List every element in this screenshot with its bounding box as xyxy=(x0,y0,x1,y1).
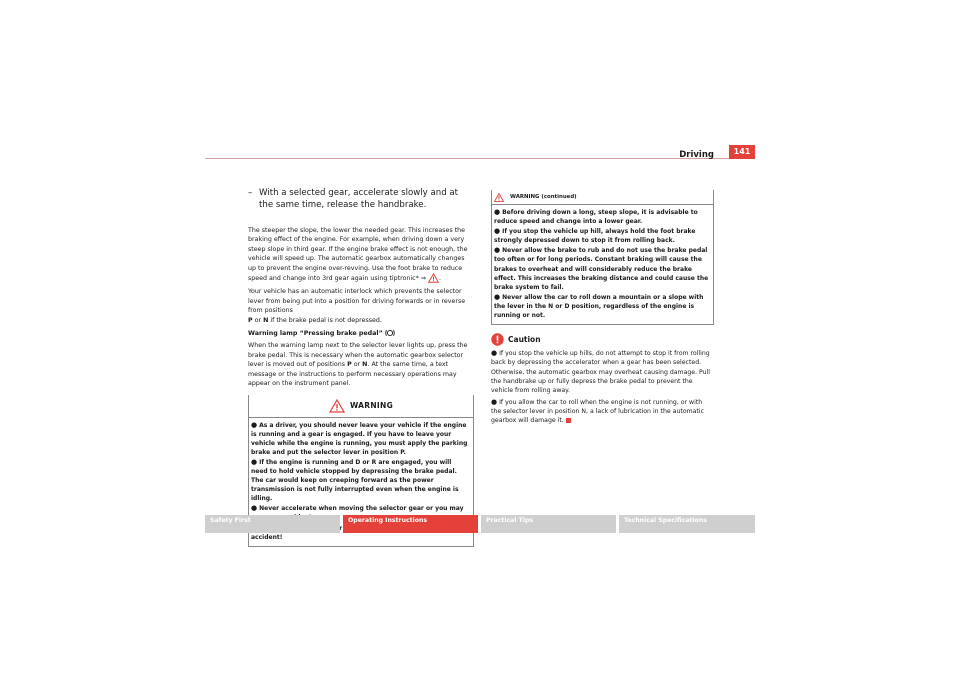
warning-item: ● Never allow the car to roll down a mountain or a slope with the lever in the N or D position, regardless of the engine is running or not. xyxy=(494,292,704,320)
paragraph-lamp-end: . At the same time, a text message or the instructions to perform necessary operations may appear on the instrument panel. xyxy=(248,361,457,388)
brake-pedal-lamp-icon xyxy=(385,329,395,337)
position-n-2: N xyxy=(362,361,368,369)
caution-item: ● If you stop the vehicle up hills, do not attempt to stop it from rolling back by depressing the accelerator when a gear has been selected. Otherwise, the automatic gearbox may overheat causing damage. Pull the handbrake up or fully depress the brake pedal to prevent the vehicle from rolling away. xyxy=(491,349,711,395)
position-p: P xyxy=(248,316,253,324)
warning-item-text: Never allow the car to roll down a mountain or a slope with the lever in the N or D position, regardless of the engine is running or not. xyxy=(494,293,704,320)
caution-item-text: If you stop the vehicle up hills, do not attempt to stop it from rolling back by depressing the accelerator when a gear has been selected. Otherwise, the automatic gearbox may overheat causing damage. Pull the handbrake up or fully depress the brake pedal to prevent the vehicle from rolling away. xyxy=(491,350,711,395)
warning-label: WARNING xyxy=(349,401,394,410)
warning-item-text: If you stop the vehicle up hill, always hold the foot brake strongly depressed down to stop it from rolling back. xyxy=(494,228,696,245)
position-n: N xyxy=(263,316,269,324)
warning-item: ● If the engine is running and D or R are engaged, you will need to hold vehicle stopped by depressing the brake pedal. The car would keep on creeping forward as the power transmission is not fully interrupted even when the engine is idling. xyxy=(251,457,459,503)
section-title: Driving xyxy=(679,150,714,160)
section-end-marker xyxy=(566,418,571,423)
paragraph-interlock-text: Your vehicle has an automatic interlock which prevents the selector lever from being put into a position for driving forwards or in reverse from positions xyxy=(248,288,466,315)
paragraph-lamp-text: When the warning lamp next to the selector lever lights up, press the brake pedal. This is necessary when the automatic gearbox selector lever is moved out of positions xyxy=(248,342,468,369)
warning-item: ● If you stop the vehicle up hill, always hold the foot brake strongly depressed down to stop it from rolling back. xyxy=(494,227,696,245)
warning-item-text: accident! xyxy=(251,533,283,541)
conj-or: or xyxy=(254,316,262,324)
paragraph-lamp xyxy=(248,341,474,388)
position-p-2: P xyxy=(347,361,352,369)
warning-continued-label: WARNING (continued) xyxy=(510,194,577,200)
caution-item-text: If you allow the car to roll when the engine is not running, or with the selector lever in position N, a lack of lubrication in the automatic gearbox will damage it. xyxy=(491,398,704,425)
tab-technical-specifications[interactable]: Technical Specifications xyxy=(619,515,755,533)
right-column xyxy=(491,190,714,428)
cross-reference-arrow[interactable]: ⇒ xyxy=(420,275,427,283)
warning-triangle-icon xyxy=(329,399,345,413)
step-text: With a selected gear, accelerate slowly and at the same time, release the handbrake. xyxy=(259,188,459,210)
conj-or-2: or xyxy=(353,361,361,369)
warning-triangle-icon xyxy=(428,273,439,283)
left-column xyxy=(248,187,474,547)
warning-item: ● Before driving down a long, steep slope, it is advisable to reduce speed and change into a lower gear. xyxy=(494,208,698,226)
warning-item: ● Never accelerate when moving the selector gear or you may xyxy=(251,504,469,522)
warning-item-text: Before driving down a long, steep slope, it is advisable to reduce speed and change into a lower gear. xyxy=(494,209,698,226)
paragraph-interlock xyxy=(248,287,474,325)
caution-item: ● If you allow the car to roll when the engine is not running, or with the selector lever in position N, a lack of lubrication in the automatic gearbox will damage it. xyxy=(491,397,704,425)
warning-continued-box xyxy=(491,190,714,325)
warning-header xyxy=(249,395,473,418)
tab-operating-instructions[interactable]: Operating Instructions xyxy=(343,515,478,533)
paragraph-slope-text: The steeper the slope, the lower the needed gear. This increases the braking effect of the engine. For example, when driving down a very steep slope in third gear. If the engine brake effect is not enough, the vehicle will speed up. The automatic gearbox automatically changes up to prevent the engine over-revving. Use the foot brake to reduce speed and change into 3rd gear again using tiptronic* xyxy=(248,227,468,283)
caution-label: Caution xyxy=(508,335,541,345)
step-dash: – xyxy=(248,188,253,198)
tab-safety-first[interactable]: Safety First xyxy=(205,515,340,533)
warning-item-text: If the engine is running and D or R are engaged, you will need to hold vehicle stopped by depressing the brake pedal. The car would keep on creeping forward as the power transmission is not fully interrupted even when the engine is idling. xyxy=(251,458,459,503)
warning-triangle-icon xyxy=(494,193,504,202)
lamp-subheading-text: Warning lamp “Pressing brake pedal” xyxy=(248,330,383,338)
warning-continued-header xyxy=(492,190,713,205)
warning-item-text: Never allow the brake to rub and do not use the brake pedal too often or for long periods. Constant braking will cause the brakes to overheat and will considerably reduce the brake effect. This increases the braking distance and could cause the brake system to fail. xyxy=(494,247,709,291)
paragraph-interlock-end: if the brake pedal is not depressed. xyxy=(270,316,382,324)
warning-item-text: As a driver, you should never leave your vehicle if the engine is running and a gear is engaged. If you have to leave your vehicle while the engine is running, you must apply the parking brake and put the selector lever in position P. xyxy=(251,421,468,456)
caution-exclamation-icon xyxy=(491,333,504,346)
page-number-badge: 141 xyxy=(729,145,755,159)
warning-item: ● Never allow the brake to rub and do not use the brake pedal too often or for long periods. Constant braking will cause the brakes to overheat and will considerably reduce the brake effect. This increases the braking distance and could cause the brake system to fail. xyxy=(494,246,709,291)
lamp-subheading xyxy=(248,329,474,338)
caution-header xyxy=(491,333,714,346)
instruction-step xyxy=(248,187,474,211)
warning-item: ● As a driver, you should never leave your vehicle if the engine is running and a gear is engaged. If you have to leave your vehicle while the engine is running, you must apply the parking brake and put the selector lever in position P. xyxy=(251,420,468,456)
paragraph-slope: The steeper the slope, the lower the needed gear. This increases the braking effect of the engine. For example, when driving down a very steep slope in third gear. If the engine brake effect is not enough, the vehicle will speed up. The automatic gearbox automatically changes up to prevent the engine over-revving. Use the foot brake to reduce speed and change into 3rd gear again using tiptronic* ⇒ . xyxy=(248,227,468,283)
tab-practical-tips[interactable]: Practical Tips xyxy=(481,515,616,533)
warning-item-text: Never accelerate when moving the selector gear or you may xyxy=(259,505,464,513)
